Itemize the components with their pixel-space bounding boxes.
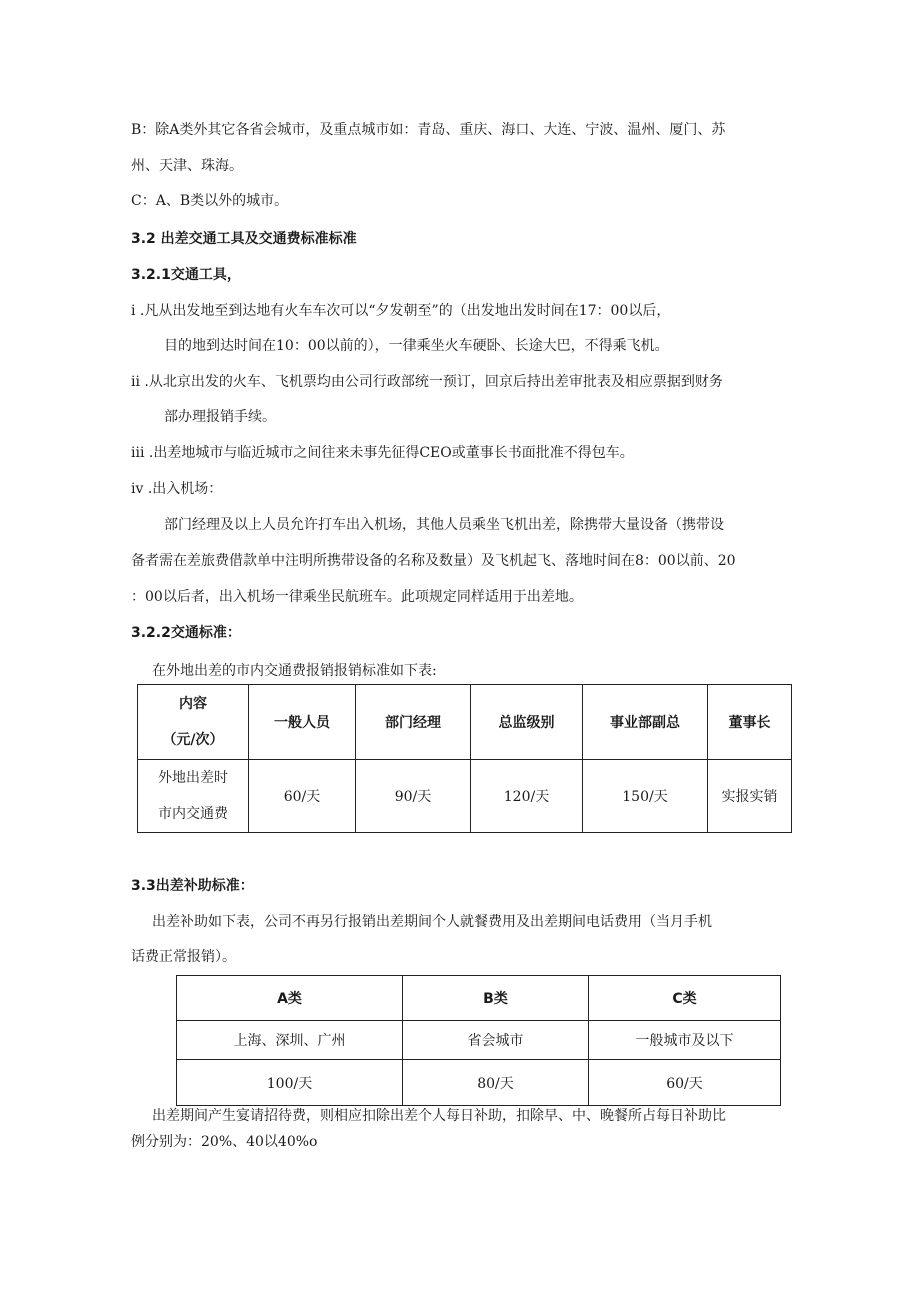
city-cell: 省会城市 bbox=[403, 1021, 589, 1060]
category-c-line: C：A、B类以外的城市。 bbox=[131, 193, 289, 209]
content-header-cell bbox=[138, 685, 249, 760]
row-label-line-1: 外地出差时 bbox=[158, 770, 228, 786]
rule-i-line-1: i .凡从出发地至到达地有火车车次可以“夕发朝至”的（出发地出发时间在17：00以后， bbox=[131, 303, 671, 319]
table-row bbox=[177, 1021, 781, 1060]
column-header: 事业部副总 bbox=[583, 685, 708, 760]
content-header-line-1: 内容 bbox=[179, 696, 207, 712]
deduction-note-line-2: 例分别为：20%、40以40%o bbox=[131, 1134, 318, 1150]
amount-cell: 80/天 bbox=[403, 1060, 589, 1106]
column-header: C类 bbox=[589, 976, 781, 1021]
table-row bbox=[138, 685, 792, 760]
subsidy-intro-line-2: 话费正常报销）。 bbox=[131, 949, 236, 965]
section-3-2-2-heading: 3.2.2交通标准： bbox=[131, 625, 241, 641]
airport-rule-line-1: 部门经理及以上人员允许打车出入机场，其他人员乘坐飞机出差，除携带大量设备（携带设 bbox=[164, 517, 724, 533]
content-header-line-2: （元/次） bbox=[162, 732, 224, 748]
row-label-line-2: 市内交通费 bbox=[158, 806, 228, 822]
column-header: 总监级别 bbox=[471, 685, 583, 760]
section-3-2-heading: 3.2 出差交通工具及交通费标准标准 bbox=[131, 231, 357, 247]
value-cell: 实报实销 bbox=[708, 760, 792, 833]
deduction-note-line-1: 出差期间产生宴请招待费，则相应扣除出差个人每日补助，扣除早、中、晚餐所占每日补助比 bbox=[152, 1108, 726, 1124]
rule-iv-line: iv .出入机场： bbox=[131, 481, 223, 497]
column-header: 部门经理 bbox=[356, 685, 471, 760]
subsidy-table bbox=[176, 975, 781, 1106]
city-cell: 一般城市及以下 bbox=[589, 1021, 781, 1060]
amount-cell: 60/天 bbox=[589, 1060, 781, 1106]
row-label-cell bbox=[138, 760, 249, 833]
category-b-line-2: 州、天津、珠海。 bbox=[131, 158, 243, 174]
value-cell: 60/天 bbox=[249, 760, 356, 833]
rule-ii-line-1: ii .从北京出发的火车、飞机票均由公司行政部统一预订，回京后持出差审批表及相应票据到财务 bbox=[131, 374, 723, 390]
section-3-3-heading: 3.3出差补助标准： bbox=[131, 878, 254, 894]
column-header: A类 bbox=[177, 976, 403, 1021]
value-cell: 150/天 bbox=[583, 760, 708, 833]
rule-ii-line-2: 部办理报销手续。 bbox=[164, 409, 276, 425]
subsidy-intro-line-1: 出差补助如下表，公司不再另行报销出差期间个人就餐费用及出差期间电话费用（当月手机 bbox=[152, 914, 712, 930]
value-cell: 90/天 bbox=[356, 760, 471, 833]
transport-standard-table bbox=[137, 684, 792, 833]
category-b-line-1: B：除A类外其它各省会城市，及重点城市如：青岛、重庆、海口、大连、宁波、温州、厦门、苏 bbox=[131, 122, 726, 138]
section-3-2-1-heading: 3.2.1交通工具， bbox=[131, 267, 241, 283]
column-header: 一般人员 bbox=[249, 685, 356, 760]
rule-iii-line: iii .出差地城市与临近城市之间往来未事先征得CEO或董事长书面批准不得包车。 bbox=[131, 445, 634, 461]
column-header: 董事长 bbox=[708, 685, 792, 760]
rule-i-line-2: 目的地到达时间在10：00以前的），一律乘坐火车硬卧、长途大巴，不得乘飞机。 bbox=[164, 338, 669, 354]
table-row bbox=[138, 760, 792, 833]
amount-cell: 100/天 bbox=[177, 1060, 403, 1106]
value-cell: 120/天 bbox=[471, 760, 583, 833]
table-row bbox=[177, 1060, 781, 1106]
column-header: B类 bbox=[403, 976, 589, 1021]
airport-rule-line-2: 备者需在差旅费借款单中注明所携带设备的名称及数量）及飞机起飞、落地时间在8：00以前、20 bbox=[131, 553, 736, 569]
city-cell: 上海、深圳、广州 bbox=[177, 1021, 403, 1060]
transport-table-intro: 在外地出差的市内交通费报销报销标准如下表: bbox=[152, 663, 437, 679]
table-row bbox=[177, 976, 781, 1021]
airport-rule-line-3: ：00以后者，出入机场一律乘坐民航班车。此项规定同样适用于出差地。 bbox=[131, 589, 583, 605]
